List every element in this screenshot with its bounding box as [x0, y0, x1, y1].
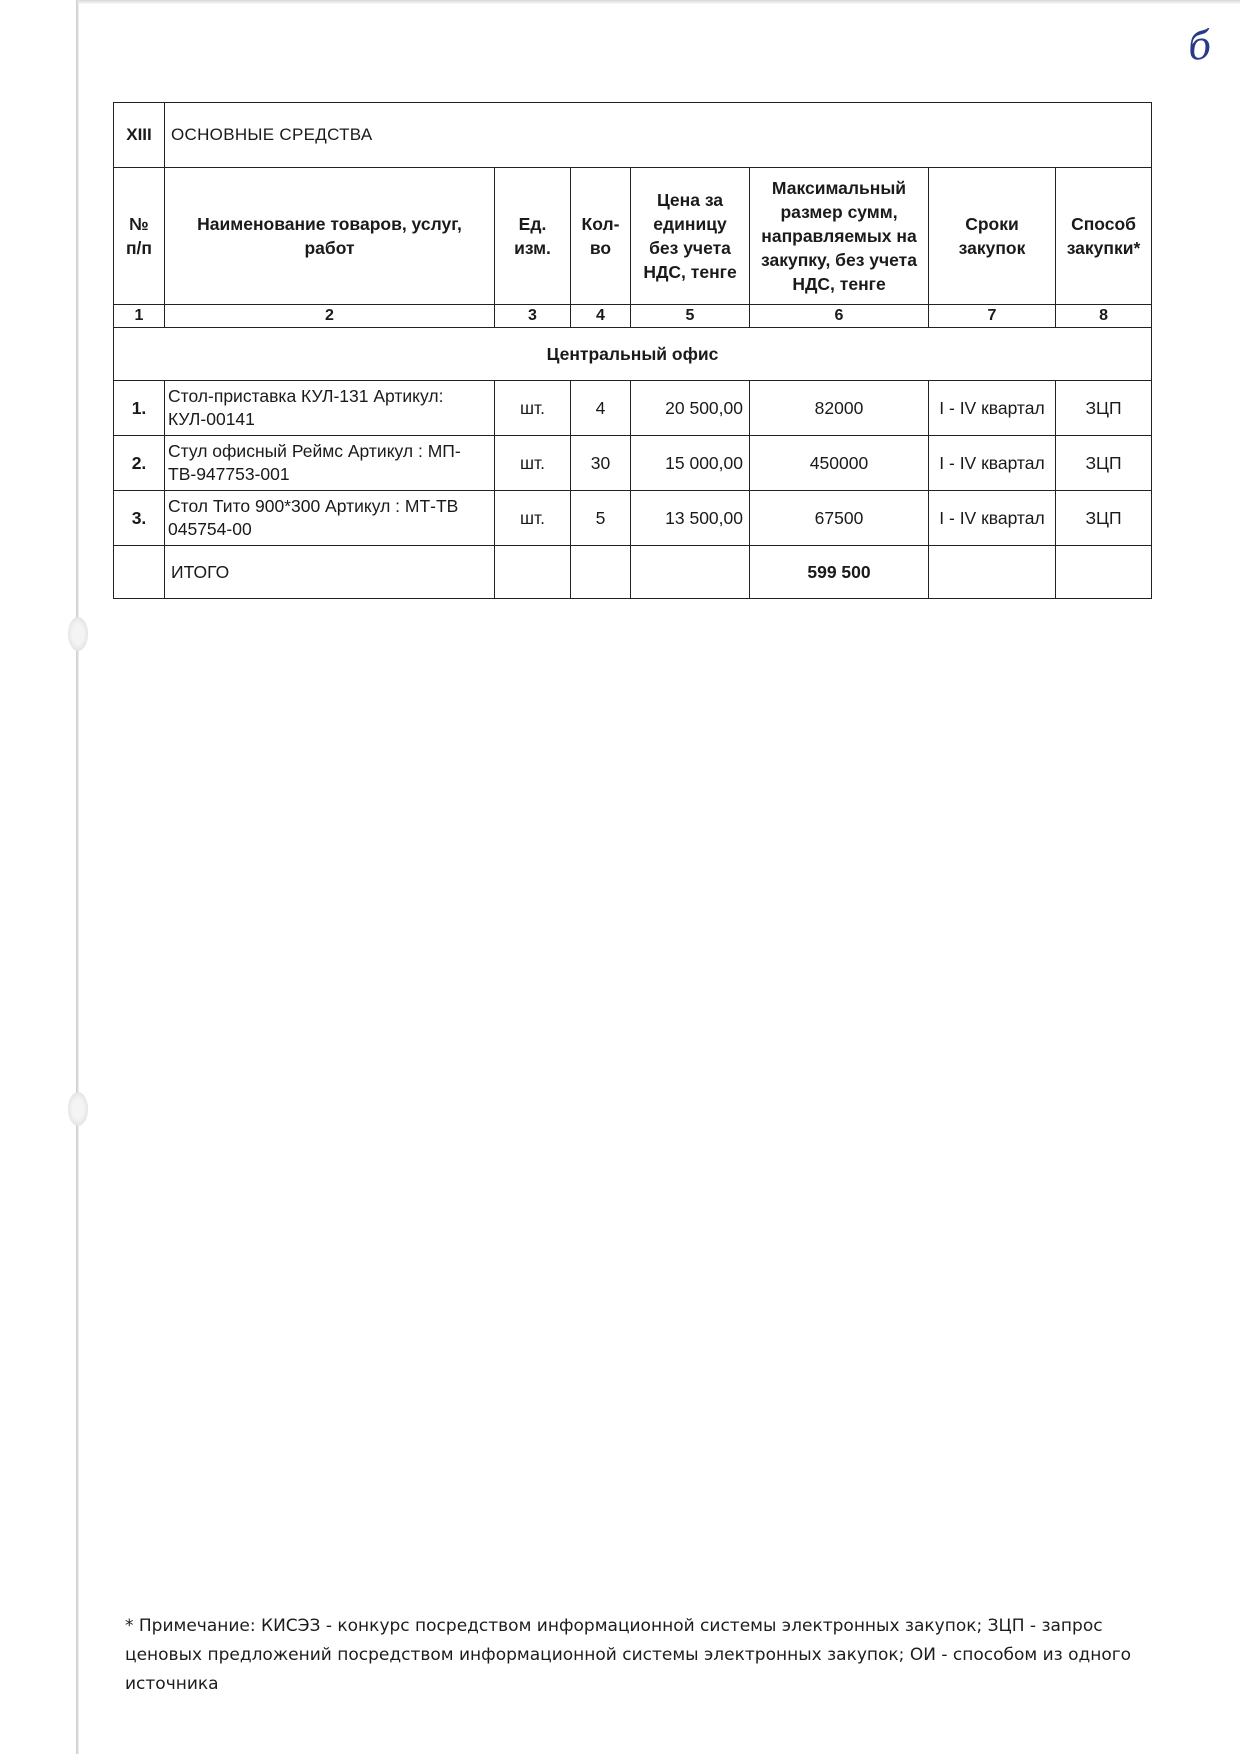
- punch-hole: [68, 1092, 88, 1126]
- item-qty: 30: [571, 436, 631, 491]
- column-number: 5: [631, 305, 750, 328]
- item-term: I - IV квартал: [929, 381, 1056, 436]
- header-name: Наименование товаров, услуг, работ: [165, 168, 495, 305]
- item-unit: шт.: [495, 436, 571, 491]
- total-empty-cell: [114, 546, 165, 599]
- total-empty-cell: [571, 546, 631, 599]
- header-unit: Ед. изм.: [495, 168, 571, 305]
- column-number: 1: [114, 305, 165, 328]
- item-name: Стол Тито 900*300 Артикул : МТ-ТВ 045754-00: [165, 491, 495, 546]
- row-number: 2.: [114, 436, 165, 491]
- row-number: 1.: [114, 381, 165, 436]
- section-number: XIII: [114, 103, 165, 168]
- total-empty-cell: [495, 546, 571, 599]
- punch-hole: [68, 617, 88, 651]
- section-title: ОСНОВНЫЕ СРЕДСТВА: [165, 103, 1152, 168]
- item-price: 13 500,00: [631, 491, 750, 546]
- item-sum: 82000: [750, 381, 929, 436]
- total-empty-cell: [929, 546, 1056, 599]
- total-label: ИТОГО: [165, 546, 495, 599]
- column-number: 3: [495, 305, 571, 328]
- column-number: 7: [929, 305, 1056, 328]
- row-number: 3.: [114, 491, 165, 546]
- section-header-row: [114, 103, 1152, 168]
- total-row: [114, 546, 1152, 599]
- item-method: ЗЦП: [1056, 381, 1152, 436]
- page-top-edge: [76, 0, 1240, 4]
- item-name: Стол-приставка КУЛ-131 Артикул: КУЛ-00141: [165, 381, 495, 436]
- item-price: 20 500,00: [631, 381, 750, 436]
- table-row: [114, 491, 1152, 546]
- total-value: 599 500: [750, 546, 929, 599]
- table-row: [114, 436, 1152, 491]
- header-terms: Сроки закупок: [929, 168, 1056, 305]
- page-left-edge: [76, 0, 79, 1754]
- column-number: 4: [571, 305, 631, 328]
- header-max-sum: Максимальный размер сумм, направляемых на закупку, без учета НДС, тенге: [750, 168, 929, 305]
- item-sum: 67500: [750, 491, 929, 546]
- column-header-row: [114, 168, 1152, 305]
- item-term: I - IV квартал: [929, 491, 1056, 546]
- item-name: Стул офисный Реймс Артикул : МП-ТВ-947753-001: [165, 436, 495, 491]
- group-row: [114, 328, 1152, 381]
- table-row: [114, 381, 1152, 436]
- column-number: 8: [1056, 305, 1152, 328]
- total-empty-cell: [631, 546, 750, 599]
- item-qty: 5: [571, 491, 631, 546]
- column-number-row: [114, 305, 1152, 328]
- item-term: I - IV квартал: [929, 436, 1056, 491]
- group-title: Центральный офис: [114, 328, 1152, 381]
- header-price: Цена за единицу без учета НДС, тенге: [631, 168, 750, 305]
- column-number: 6: [750, 305, 929, 328]
- header-method: Способ закупки*: [1056, 168, 1152, 305]
- handwritten-page-number: б: [1185, 22, 1214, 70]
- column-number: 2: [165, 305, 495, 328]
- header-qty: Кол-во: [571, 168, 631, 305]
- item-unit: шт.: [495, 491, 571, 546]
- item-unit: шт.: [495, 381, 571, 436]
- item-qty: 4: [571, 381, 631, 436]
- procurement-table: [113, 102, 1152, 599]
- header-num: № п/п: [114, 168, 165, 305]
- item-method: ЗЦП: [1056, 436, 1152, 491]
- item-method: ЗЦП: [1056, 491, 1152, 546]
- item-sum: 450000: [750, 436, 929, 491]
- footnote: * Примечание: КИСЭЗ - конкурс посредством информационной системы электронных закупок; ЗЦП - запрос ценовых предложений посредством информационной системы электронных закупок; ОИ - способом из одного источника: [125, 1616, 1132, 1694]
- item-price: 15 000,00: [631, 436, 750, 491]
- total-empty-cell: [1056, 546, 1152, 599]
